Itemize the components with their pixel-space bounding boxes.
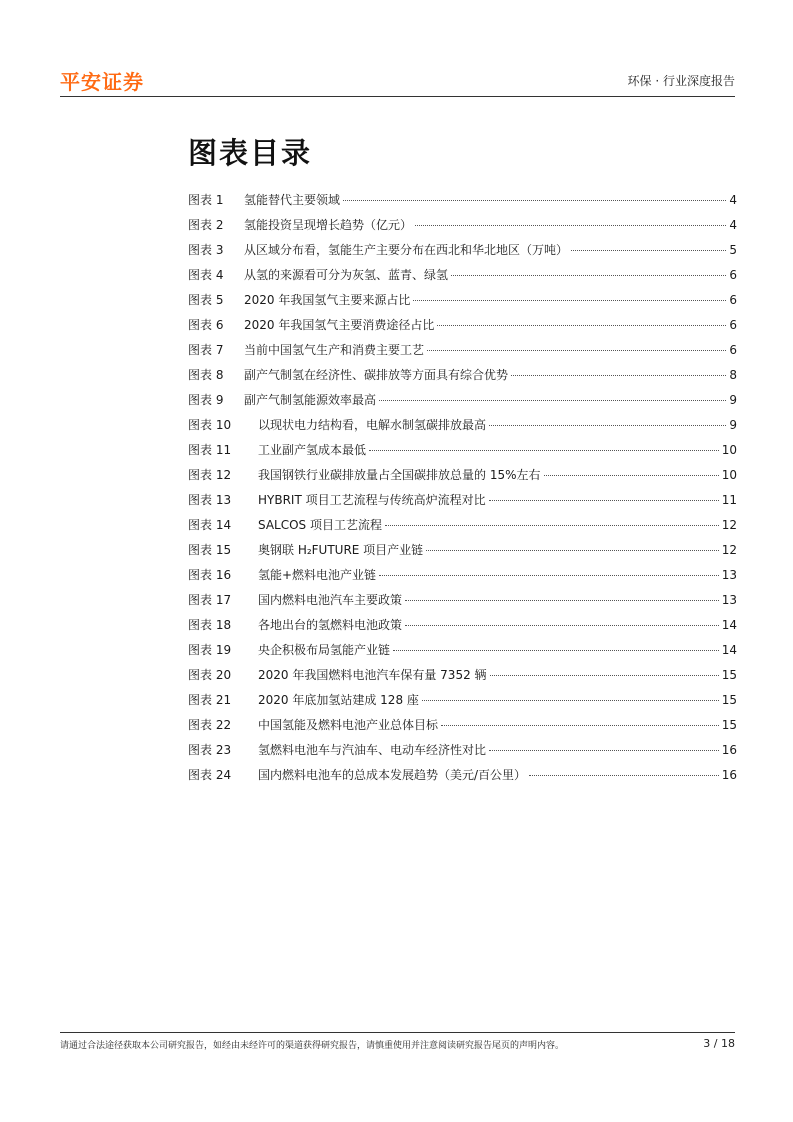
- toc-entry[interactable]: [188, 563, 737, 588]
- toc-dot-leader: [343, 200, 726, 201]
- report-type: 环保 · 行业深度报告: [627, 74, 735, 88]
- toc-entry-title: 副产气制氢能源效率最高: [244, 393, 377, 407]
- toc-entry[interactable]: [188, 713, 737, 738]
- toc-dot-leader: [415, 225, 726, 226]
- toc-entry-label: 图表 5: [188, 293, 224, 307]
- toc-entry-page: 6: [729, 293, 737, 307]
- toc-dot-leader: [413, 300, 726, 301]
- toc-entry-title: SALCOS 项目工艺流程: [258, 518, 382, 532]
- toc-entry-title: 从氢的来源看可分为灰氢、蓝青、绿氢: [244, 268, 449, 282]
- toc-entry-title: 奥钢联 H₂FUTURE 项目产业链: [258, 543, 424, 557]
- toc-entry[interactable]: [188, 263, 737, 288]
- toc-entry-page: 13: [721, 593, 737, 607]
- toc-dot-leader: [369, 450, 719, 451]
- toc-entry-title: 各地出台的氢燃料电池政策: [258, 618, 403, 632]
- toc-entry-label: 图表 14: [188, 518, 232, 532]
- toc-entry-label: 图表 13: [188, 493, 232, 507]
- toc-entry-title: 央企积极布局氢能产业链: [258, 643, 391, 657]
- toc-entry-label: 图表 12: [188, 468, 232, 482]
- table-of-figures: [188, 188, 737, 788]
- page-header: [60, 62, 735, 97]
- toc-entry-title: 2020 年我国燃料电池汽车保有量 7352 辆: [258, 668, 487, 682]
- toc-entry-page: 9: [729, 418, 737, 432]
- toc-dot-leader: [393, 650, 719, 651]
- toc-entry[interactable]: [188, 188, 737, 213]
- toc-entry-page: 5: [729, 243, 737, 257]
- toc-entry-page: 10: [721, 468, 737, 482]
- toc-dot-leader: [489, 425, 726, 426]
- toc-dot-leader: [489, 750, 719, 751]
- toc-entry-title: 2020 年我国氢气主要消费途径占比: [244, 318, 435, 332]
- toc-entry[interactable]: [188, 288, 737, 313]
- toc-entry[interactable]: [188, 213, 737, 238]
- page-title: 图表目录: [188, 136, 313, 170]
- toc-entry[interactable]: [188, 538, 737, 563]
- toc-entry-label: 图表 17: [188, 593, 232, 607]
- toc-entry-label: 图表 1: [188, 193, 224, 207]
- toc-entry[interactable]: [188, 638, 737, 663]
- toc-entry[interactable]: [188, 313, 737, 338]
- toc-entry[interactable]: [188, 588, 737, 613]
- toc-entry-label: 图表 9: [188, 393, 224, 407]
- toc-entry-page: 11: [721, 493, 737, 507]
- toc-entry-title: 2020 年我国氢气主要来源占比: [244, 293, 411, 307]
- toc-entry-label: 图表 22: [188, 718, 232, 732]
- toc-entry-page: 12: [721, 518, 737, 532]
- toc-dot-leader: [405, 625, 719, 626]
- toc-entry-label: 图表 6: [188, 318, 224, 332]
- toc-entry-label: 图表 24: [188, 768, 232, 782]
- toc-dot-leader: [571, 250, 726, 251]
- toc-dot-leader: [437, 325, 726, 326]
- toc-entry-page: 4: [729, 218, 737, 232]
- toc-entry-title: 副产气制氢在经济性、碳排放等方面具有综合优势: [244, 368, 509, 382]
- toc-entry-title: HYBRIT 项目工艺流程与传统高炉流程对比: [258, 493, 486, 507]
- toc-dot-leader: [441, 725, 719, 726]
- toc-entry-page: 16: [721, 743, 737, 757]
- toc-entry-title: 氢能替代主要领域: [244, 193, 341, 207]
- toc-entry-page: 16: [721, 768, 737, 782]
- footer-disclaimer: 请通过合法途径获取本公司研究报告，如经由未经许可的渠道获得研究报告，请慎重使用并注意阅读研究报告尾页的声明内容。: [60, 1041, 565, 1051]
- toc-entry[interactable]: [188, 388, 737, 413]
- toc-entry-page: 14: [721, 618, 737, 632]
- toc-dot-leader: [511, 375, 726, 376]
- toc-entry-title: 氢能投资呈现增长趋势（亿元）: [244, 218, 413, 232]
- toc-entry-title: 工业副产氢成本最低: [258, 443, 367, 457]
- toc-entry-title: 氢能+燃料电池产业链: [258, 568, 377, 582]
- toc-entry-label: 图表 11: [188, 443, 232, 457]
- toc-entry-title: 以现状电力结构看，电解水制氢碳排放最高: [258, 418, 487, 432]
- toc-dot-leader: [379, 400, 726, 401]
- toc-entry-label: 图表 4: [188, 268, 224, 282]
- toc-dot-leader: [427, 350, 726, 351]
- toc-entry-label: 图表 19: [188, 643, 232, 657]
- toc-entry[interactable]: [188, 613, 737, 638]
- toc-entry-page: 15: [721, 668, 737, 682]
- toc-entry[interactable]: [188, 463, 737, 488]
- toc-entry[interactable]: [188, 688, 737, 713]
- toc-dot-leader: [385, 525, 719, 526]
- toc-entry-label: 图表 15: [188, 543, 232, 557]
- toc-entry-label: 图表 3: [188, 243, 224, 257]
- toc-entry[interactable]: [188, 338, 737, 363]
- toc-entry-page: 13: [721, 568, 737, 582]
- toc-dot-leader: [544, 475, 719, 476]
- toc-entry-page: 6: [729, 318, 737, 332]
- toc-dot-leader: [379, 575, 719, 576]
- toc-dot-leader: [489, 500, 719, 501]
- toc-dot-leader: [405, 600, 719, 601]
- toc-entry-label: 图表 8: [188, 368, 224, 382]
- toc-entry-page: 6: [729, 343, 737, 357]
- toc-entry-page: 12: [721, 543, 737, 557]
- toc-entry-title: 从区域分布看，氢能生产主要分布在西北和华北地区（万吨）: [244, 243, 569, 257]
- toc-entry-label: 图表 16: [188, 568, 232, 582]
- toc-entry-label: 图表 2: [188, 218, 224, 232]
- toc-entry-label: 图表 10: [188, 418, 232, 432]
- toc-dot-leader: [422, 700, 719, 701]
- toc-entry-page: 4: [729, 193, 737, 207]
- toc-entry[interactable]: [188, 763, 737, 788]
- toc-entry-title: 氢燃料电池车与汽油车、电动车经济性对比: [258, 743, 487, 757]
- toc-entry-label: 图表 18: [188, 618, 232, 632]
- page-footer: [60, 1032, 735, 1053]
- toc-entry-label: 图表 7: [188, 343, 224, 357]
- toc-entry-title: 国内燃料电池汽车主要政策: [258, 593, 403, 607]
- toc-entry[interactable]: [188, 238, 737, 263]
- toc-entry-title: 中国氢能及燃料电池产业总体目标: [258, 718, 439, 732]
- toc-entry-title: 当前中国氢气生产和消费主要工艺: [244, 343, 425, 357]
- toc-entry-page: 9: [729, 393, 737, 407]
- toc-entry-title: 国内燃料电池车的总成本发展趋势（美元/百公里）: [258, 768, 527, 782]
- toc-entry[interactable]: [188, 738, 737, 763]
- toc-dot-leader: [529, 775, 719, 776]
- toc-entry[interactable]: [188, 363, 737, 388]
- toc-entry[interactable]: [188, 438, 737, 463]
- toc-entry-page: 15: [721, 718, 737, 732]
- toc-entry-title: 2020 年底加氢站建成 128 座: [258, 693, 419, 707]
- toc-entry[interactable]: [188, 513, 737, 538]
- toc-entry[interactable]: [188, 488, 737, 513]
- toc-dot-leader: [490, 675, 719, 676]
- brand-logo: 平安证券: [60, 70, 144, 94]
- toc-entry[interactable]: [188, 413, 737, 438]
- toc-entry-label: 图表 23: [188, 743, 232, 757]
- toc-dot-leader: [426, 550, 719, 551]
- toc-entry-label: 图表 20: [188, 668, 232, 682]
- toc-entry-page: 8: [729, 368, 737, 382]
- page-number: 3 / 18: [703, 1037, 735, 1050]
- toc-entry-page: 10: [721, 443, 737, 457]
- toc-entry-page: 15: [721, 693, 737, 707]
- toc-entry-page: 6: [729, 268, 737, 282]
- toc-dot-leader: [451, 275, 726, 276]
- toc-entry-title: 我国钢铁行业碳排放量占全国碳排放总量的 15%左右: [258, 468, 541, 482]
- toc-entry-page: 14: [721, 643, 737, 657]
- toc-entry-label: 图表 21: [188, 693, 232, 707]
- toc-entry[interactable]: [188, 663, 737, 688]
